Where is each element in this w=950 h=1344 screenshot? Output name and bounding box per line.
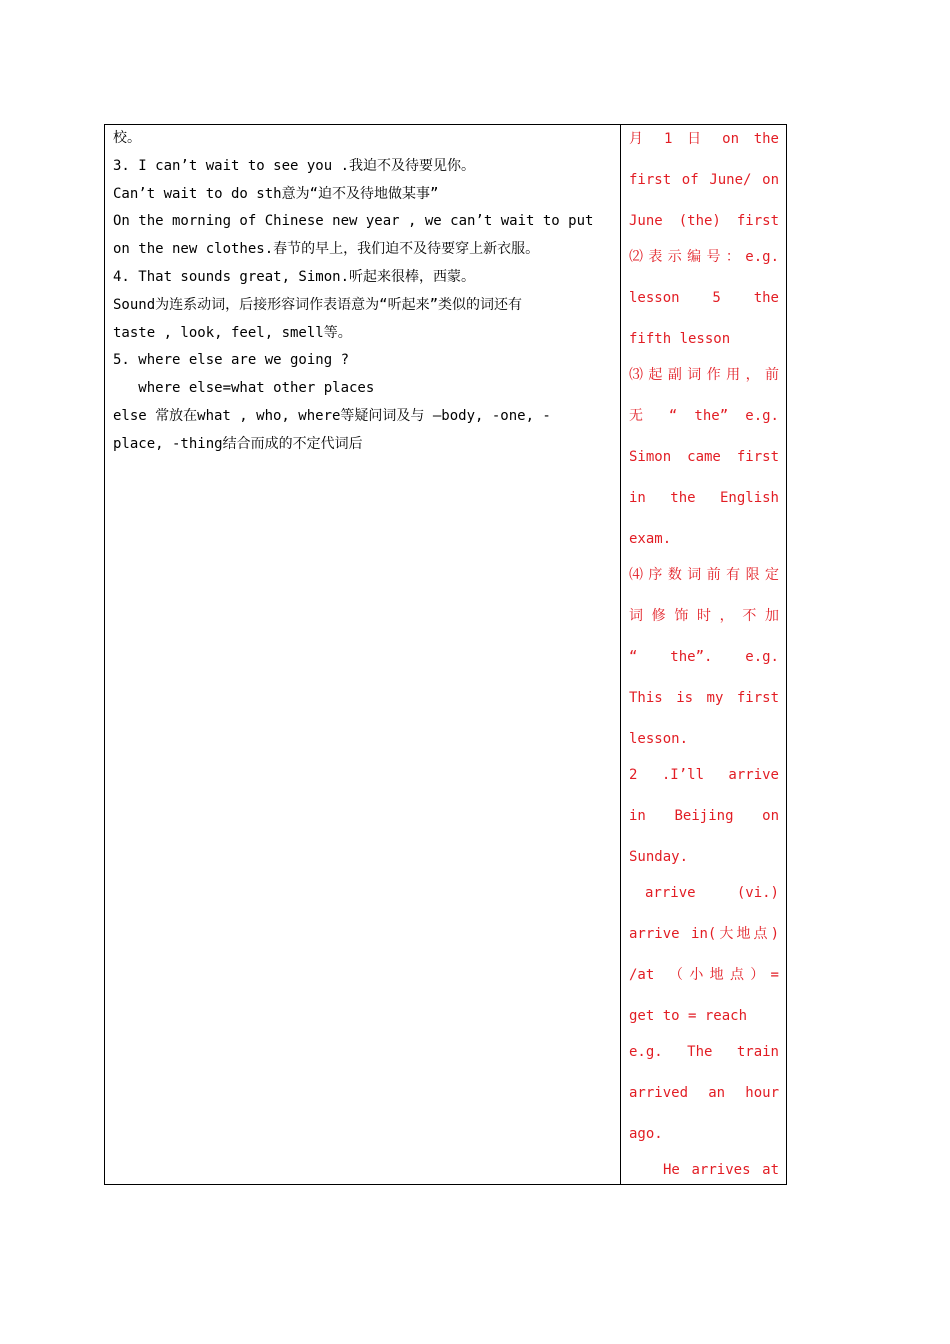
notes-left-column — [105, 125, 621, 1184]
note-line: arrive in(大地点) — [629, 926, 779, 942]
text-line: taste , look, feel, smell等。 — [113, 324, 352, 341]
note-line: ⑷序数词前有限定 — [629, 567, 779, 583]
note-line: ago. — [629, 1126, 663, 1142]
text-line: else 常放在what , who, where等疑问词及与 –body, -one, - — [113, 407, 551, 424]
text-line: place, -thing结合而成的不定代词后 — [113, 435, 363, 452]
note-line: exam. — [629, 531, 672, 547]
note-line: in the English — [629, 490, 779, 506]
note-line: arrive (vi.) — [645, 885, 779, 901]
text-line: 4. That sounds great, Simon.听起来很棒，西蒙。 — [113, 268, 476, 285]
note-line: arrived an hour — [629, 1085, 779, 1101]
note-line: ⑶起副词作用，前 — [629, 367, 779, 383]
text-line: Can’t wait to do sth意为“迫不及待地做某事” — [113, 185, 439, 202]
note-line: Sunday. — [629, 849, 689, 865]
note-line: /at （小地点）= — [629, 967, 779, 983]
note-line: 月 1 日 on the — [629, 131, 779, 147]
note-line: June (the) first — [629, 213, 779, 229]
note-line: fifth lesson — [629, 331, 731, 347]
note-line: e.g. The train — [629, 1044, 779, 1060]
note-line: lesson 5 the — [629, 290, 779, 306]
note-line: Simon came first — [629, 449, 779, 465]
text-line: 校。 — [113, 130, 141, 146]
notes-right-column — [621, 125, 787, 1184]
note-line: 词修饰时，不加 — [629, 608, 779, 624]
text-line: Sound为连系动词，后接形容词作表语意为“听起来”类似的词还有 — [113, 296, 522, 313]
note-line: ⑵表示编号：e.g. — [629, 249, 779, 265]
note-line: “ the”. e.g. — [629, 649, 779, 665]
text-line: On the morning of Chinese new year , we can’t wait to put — [113, 213, 594, 230]
note-line: This is my first — [629, 690, 779, 706]
note-line: in Beijing on — [629, 808, 779, 824]
note-line: He arrives at — [663, 1162, 779, 1178]
document-table — [104, 124, 787, 1185]
text-line: 3. I can’t wait to see you .我迫不及待要见你。 — [113, 157, 476, 174]
note-line: lesson. — [629, 731, 689, 747]
text-line: 5. where else are we going ? — [113, 352, 350, 369]
note-line: 无 “ the” e.g. — [629, 408, 779, 424]
note-line: 2 .I’ll arrive — [629, 767, 779, 783]
note-line: first of June/ on — [629, 172, 779, 188]
note-line: get to = reach — [629, 1008, 748, 1024]
text-line: on the new clothes.春节的早上，我们迫不及待要穿上新衣服。 — [113, 241, 540, 258]
text-line: where else=what other places — [113, 380, 375, 397]
